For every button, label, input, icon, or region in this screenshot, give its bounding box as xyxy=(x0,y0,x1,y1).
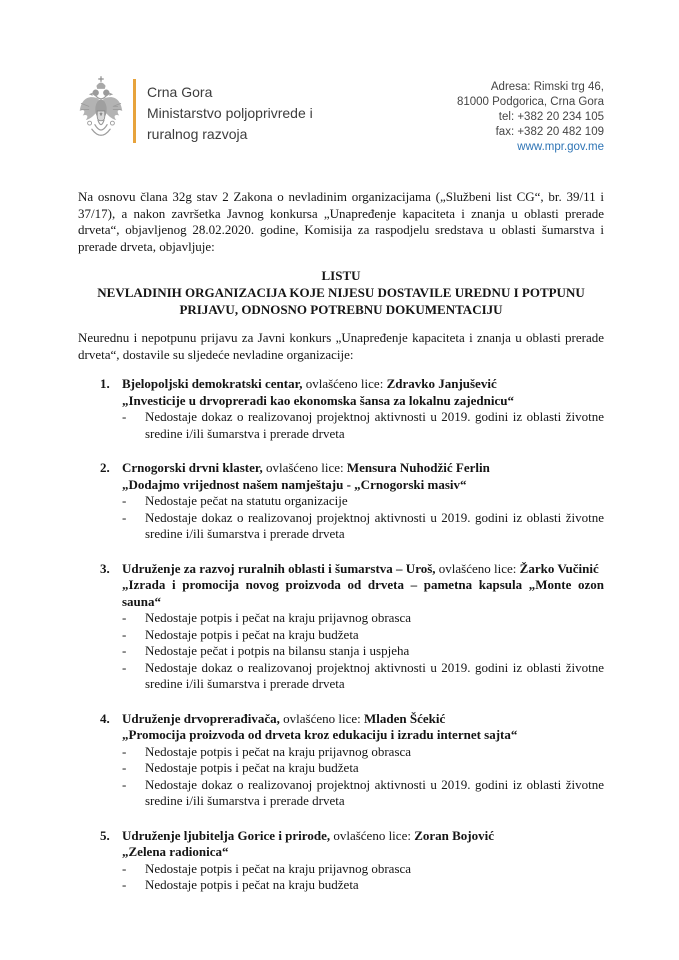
bullet-dash: - xyxy=(122,760,127,775)
bullet-dash: - xyxy=(122,493,127,508)
intro-paragraph: Na osnovu člana 32g stav 2 Zakona o nevladinim organizacijama („Službeni list CG“, br. 39/11 i 37/17), a nakon završetka Javnog konkursa „Unapređenje kapaciteta i znanja u oblasti prerade drveta“, objavljenog 28.02.2020. godine, Komisija za raspodjelu sredstava u oblasti šumarstva i prerade drveta, objavljuje: xyxy=(78,189,604,254)
org-heading xyxy=(122,376,604,409)
deficiency-item xyxy=(122,877,604,894)
letterhead xyxy=(78,76,604,155)
bullet-dash: - xyxy=(122,626,127,642)
deficiency-item xyxy=(122,627,604,644)
role-label: ovlašćeno lice: xyxy=(305,376,384,391)
deficiency-text: Nedostaje potpis i pečat na kraju prijavnog obrasca xyxy=(145,860,412,876)
person-name: Mensura Nuhodžić Ferlin xyxy=(346,460,490,475)
lead-paragraph: Neurednu i nepotpunu prijavu za Javni konkurs „Unapređenje kapaciteta i znanja u oblasti prerade drveta“, dostavile su sljedeće nevladine organizacije: xyxy=(78,330,604,362)
gold-divider xyxy=(133,79,136,143)
deficiency-item xyxy=(122,744,604,761)
bullet-dash: - xyxy=(122,860,127,876)
deficiency-text: Nedostaje dokaz o realizovanoj projektnoj aktivnosti u 2019. godini iz oblasti životne sredine i/ili šumarstva i prerade drveta xyxy=(145,409,604,441)
org-name: Bjelopoljski demokratski centar, xyxy=(122,376,303,391)
deficiency-text: Nedostaje dokaz o realizovanoj projektnoj aktivnosti u 2019. godini iz oblasti životne sredine i/ili šumarstva i prerade drveta xyxy=(145,776,604,808)
organization-item xyxy=(78,561,604,693)
org-name: Crnogorski drvni klaster, xyxy=(122,460,263,475)
project-title: „Investicije u drvopreradi kao ekonomska šansa za lokalnu zajednicu“ xyxy=(122,392,514,408)
ministry-name-line1: Ministarstvo poljoprivrede i xyxy=(147,105,313,121)
organization-item xyxy=(78,828,604,894)
deficiency-text: Nedostaje potpis i pečat na kraju prijavnog obrasca xyxy=(145,610,412,625)
org-name: Udruženje za razvoj ruralnih oblasti i šumarstva – Uroš, xyxy=(122,560,436,576)
org-heading xyxy=(122,711,604,744)
deficiency-text: Nedostaje pečat i potpis na bilansu stanja i uspjeha xyxy=(145,643,410,658)
project-title: „Zelena radionica“ xyxy=(122,844,229,859)
deficiency-list xyxy=(122,861,604,894)
coat-of-arms-logo xyxy=(78,76,124,152)
deficiency-list xyxy=(122,493,604,543)
deficiency-item xyxy=(122,760,604,777)
deficiency-text: Nedostaje dokaz o realizovanoj projektnoj aktivnosti u 2019. godini iz oblasti životne sredine i/ili šumarstva i prerade drveta xyxy=(145,659,604,691)
deficiency-item xyxy=(122,409,604,442)
ministry-name-line2: ruralnog razvoja xyxy=(147,126,248,142)
org-name: Udruženje ljubitelja Gorice i prirode, xyxy=(122,827,331,843)
deficiency-item xyxy=(122,861,604,878)
project-title: „Promocija proizvoda od drveta kroz edukaciju i izradu internet sajta“ xyxy=(122,727,518,742)
deficiency-item xyxy=(122,777,604,810)
role-label: ovlašćeno lice: xyxy=(333,827,411,843)
deficiency-text: Nedostaje potpis i pečat na kraju prijavnog obrasca xyxy=(145,743,412,759)
org-number: 2. xyxy=(100,460,110,475)
bullet-dash: - xyxy=(122,659,127,675)
contact-block xyxy=(457,76,604,155)
role-label: ovlašćeno lice: xyxy=(283,710,361,726)
bullet-dash: - xyxy=(122,776,127,792)
org-heading xyxy=(122,460,604,493)
ministry-brand xyxy=(78,76,313,152)
bullet-dash: - xyxy=(122,509,127,525)
ministry-name xyxy=(147,76,313,145)
organization-item xyxy=(78,711,604,810)
bullet-dash: - xyxy=(122,610,127,625)
bullet-dash: - xyxy=(122,409,127,424)
deficiency-item xyxy=(122,510,604,543)
organization-list xyxy=(78,376,604,894)
person-name: Žarko Vučinić xyxy=(519,560,599,576)
role-label: ovlašćeno lice: xyxy=(265,460,344,475)
address-line2: 81000 Podgorica, Crna Gora xyxy=(456,96,604,108)
bullet-dash: - xyxy=(122,643,127,658)
deficiency-text: Nedostaje potpis i pečat na kraju budžeta xyxy=(145,760,359,775)
bullet-dash: - xyxy=(122,743,127,759)
deficiency-text: Nedostaje dokaz o realizovanoj projektnoj aktivnosti u 2019. godini iz oblasti životne sredine i/ili šumarstva i prerade drveta xyxy=(145,509,604,541)
deficiency-item xyxy=(122,493,604,510)
deficiency-text: Nedostaje potpis i pečat na kraju budžeta xyxy=(145,626,359,642)
fax-number: fax: +382 20 482 109 xyxy=(495,126,604,138)
document-title-line2: NEVLADINIH ORGANIZACIJA KOJE NIJESU DOSTAVILE UREDNU I POTPUNU PRIJAVU, ODNOSNO POTREBNU DOKUMENTACIJU xyxy=(97,285,585,317)
project-title: „Dodajmo vrijednost našem namještaju - „Crnogorski masiv“ xyxy=(122,476,467,492)
document-title-line1: LISTU xyxy=(321,268,361,283)
organization-item xyxy=(78,460,604,543)
deficiency-list xyxy=(122,409,604,442)
deficiency-item xyxy=(122,610,604,627)
project-title: „Izrada i promocija novog proizvoda od drveta – pametna kapsula „Monte ozon sauna“ xyxy=(122,577,604,609)
document-title xyxy=(78,267,604,318)
org-number: 3. xyxy=(100,560,110,576)
country-name: Crna Gora xyxy=(147,84,213,100)
deficiency-item xyxy=(122,660,604,693)
bullet-dash: - xyxy=(122,877,127,892)
deficiency-text: Nedostaje pečat na statutu organizacije xyxy=(145,493,348,508)
role-label: ovlašćeno lice: xyxy=(438,560,517,576)
person-name: Zoran Bojović xyxy=(414,827,495,843)
org-heading xyxy=(122,561,604,611)
phone-number: tel: +382 20 234 105 xyxy=(498,111,604,123)
org-number: 5. xyxy=(100,827,110,843)
website-link[interactable]: www.mpr.gov.me xyxy=(517,141,604,153)
person-name: Zdravko Janjušević xyxy=(386,376,497,391)
org-number: 1. xyxy=(100,376,110,391)
organization-item xyxy=(78,376,604,442)
org-name: Udruženje drvoprerađivača, xyxy=(122,710,280,726)
deficiency-list xyxy=(122,610,604,693)
address-line1: Adresa: Rimski trg 46, xyxy=(490,81,604,93)
org-number: 4. xyxy=(100,710,110,726)
deficiency-item xyxy=(122,643,604,660)
org-heading xyxy=(122,828,604,861)
person-name: Mladen Šćekić xyxy=(364,710,446,726)
deficiency-text: Nedostaje potpis i pečat na kraju budžeta xyxy=(145,877,359,892)
deficiency-list xyxy=(122,744,604,810)
